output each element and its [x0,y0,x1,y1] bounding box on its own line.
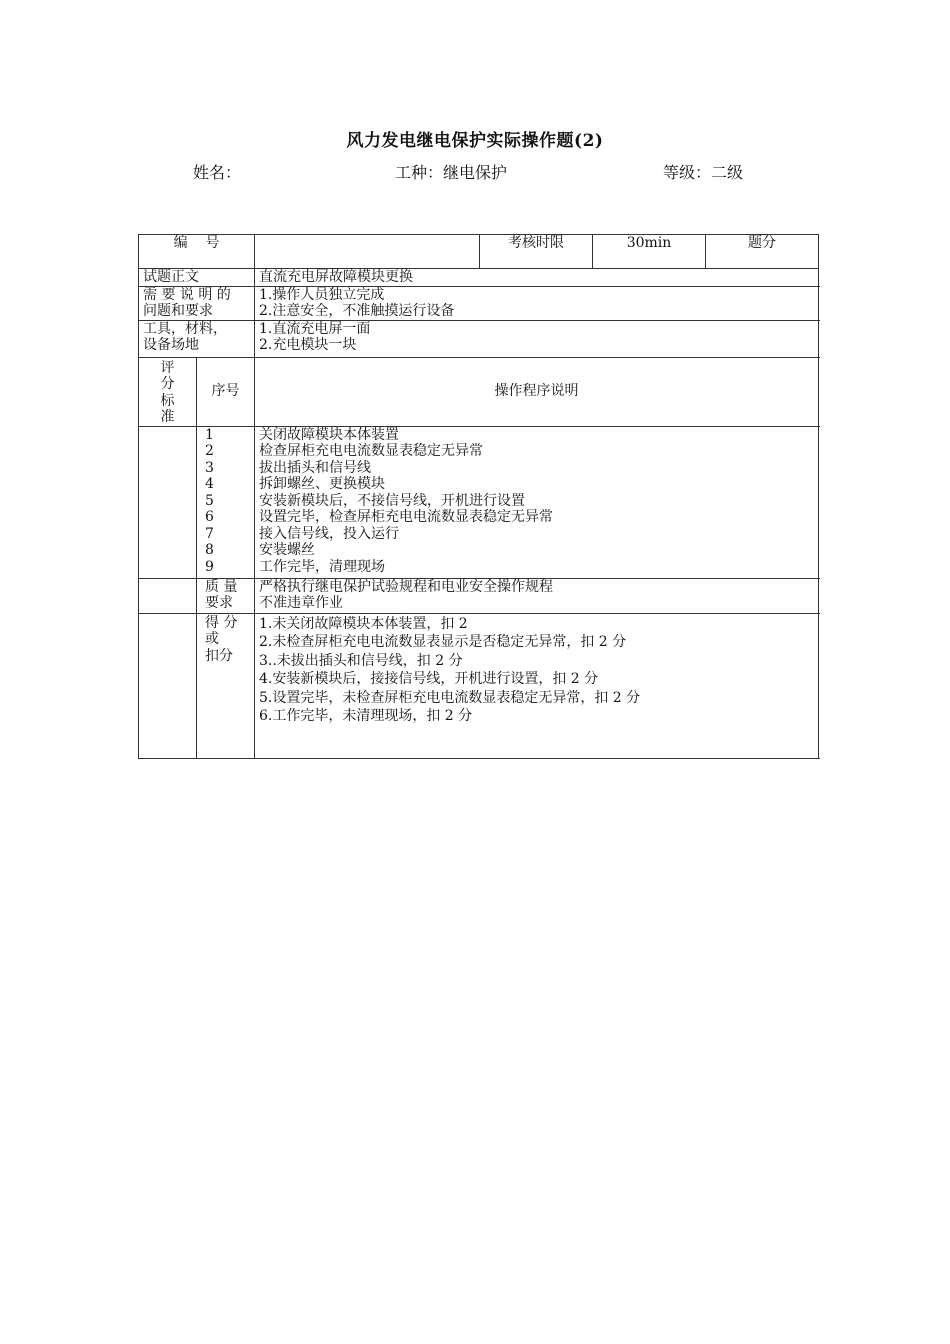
deduction-item: 5.设置完毕，未检查屏柜充电电流数显表稳定无异常，扣 2 分 [259,689,641,706]
quality-blank-cell [139,578,197,613]
tools-label [139,320,255,357]
criteria-vertical-label [139,357,197,426]
step-text: 工作完毕，清理现场 [259,558,385,575]
step-number: 3 [205,459,214,476]
steps-blank-cell [139,426,197,578]
step-texts [255,426,819,578]
deduction-row [139,613,819,758]
quality-label-line1: 质 量 [205,578,238,595]
step-number: 2 [205,443,214,459]
requirements-label-line2: 问题和要求 [143,303,213,319]
step-text: 关闭故障模块本体装置 [259,426,399,443]
tools-label-line1: 工具，材料， [143,320,227,337]
step-numbers [197,426,255,578]
step-text: 检查屏柜充电电流数显表稳定无异常 [259,443,483,459]
quality-row [139,578,819,613]
requirements-label [139,286,255,320]
tools-label-line2: 设备场地 [143,337,199,353]
score-label: 题分 [706,235,819,269]
step-number: 8 [205,542,214,558]
topic-value: 直流充电屏故障模块更换 [255,269,819,287]
deduction-blank-cell [139,613,197,758]
step-text: 安装新模块后，不接信号线，开机进行设置 [259,492,525,509]
step-text: 接入信号线，投入运行 [259,525,399,542]
deduction-label [197,613,255,758]
deduction-label-line2: 或 [205,631,219,647]
step-text: 安装螺丝 [259,542,315,558]
deduction-item: 6.工作完毕，未清理现场，扣 2 分 [259,708,473,724]
step-number: 5 [205,492,214,509]
grade-label: 等级：二级 [663,163,744,182]
deduction-items [255,613,819,758]
deduction-item: 2.未检查屏柜充电电流数显表显示是否稳定无异常，扣 2 分 [259,634,627,650]
criteria-char: 准 [160,409,175,425]
topic-label: 试题正文 [139,269,255,287]
step-text: 拆卸螺丝、更换模块 [259,476,385,492]
step-text: 设置完毕，检查屏柜充电电流数显表稳定无异常 [259,509,553,525]
deduction-item: 3..未拔出插头和信号线，扣 2 分 [259,652,463,669]
requirements-label-line1: 需 要 说 明 的 [143,286,231,303]
quality-items [255,578,819,613]
topic-row [139,269,819,287]
quality-label-line2: 要求 [205,595,233,611]
procedure-header: 操作程序说明 [255,357,819,426]
code-label: 编 号 [139,235,255,269]
criteria-char: 标 [160,392,175,409]
quality-item: 严格执行继电保护试验规程和电业安全操作规程 [259,578,553,595]
tool-item: 1.直流充电屏一面 [259,320,371,337]
header-row [139,235,819,269]
deduction-item: 1.未关闭故障模块本体装置，扣 2 [259,615,468,632]
time-limit-value: 30min [593,235,706,269]
job-type-label: 工种：继电保护 [395,163,508,182]
tools-row [139,320,819,357]
requirement-item: 2.注意安全，不准触摸运行设备 [259,303,455,319]
deduction-item: 4.安装新模块后，接接信号线，开机进行设置，扣 2 分 [259,671,599,687]
seq-header: 序号 [197,357,255,426]
step-number: 4 [205,476,214,492]
tools-items [255,320,819,357]
requirement-item: 1.操作人员独立完成 [259,286,385,303]
requirements-row [139,286,819,320]
requirements-items [255,286,819,320]
name-label: 姓名： [193,163,242,182]
deduction-label-line3: 扣分 [205,647,233,664]
criteria-header-row [139,357,819,426]
document-title: 风力发电继电保护实际操作题(2) [346,131,604,151]
criteria-char: 分 [160,376,175,392]
exam-form-table [138,234,819,759]
quality-label [197,578,255,613]
time-limit-label: 考核时限 [480,235,593,269]
step-number: 9 [205,558,214,575]
code-value [255,235,480,269]
step-number: 1 [205,426,214,443]
criteria-char: 评 [160,359,175,376]
steps-row [139,426,819,578]
step-text: 拔出插头和信号线 [259,459,371,476]
step-number: 6 [205,509,214,525]
tool-item: 2.充电模块一块 [259,337,357,353]
step-number: 7 [205,525,214,542]
deduction-label-line1: 得 分 [205,614,238,631]
quality-item: 不准违章作业 [259,595,343,611]
